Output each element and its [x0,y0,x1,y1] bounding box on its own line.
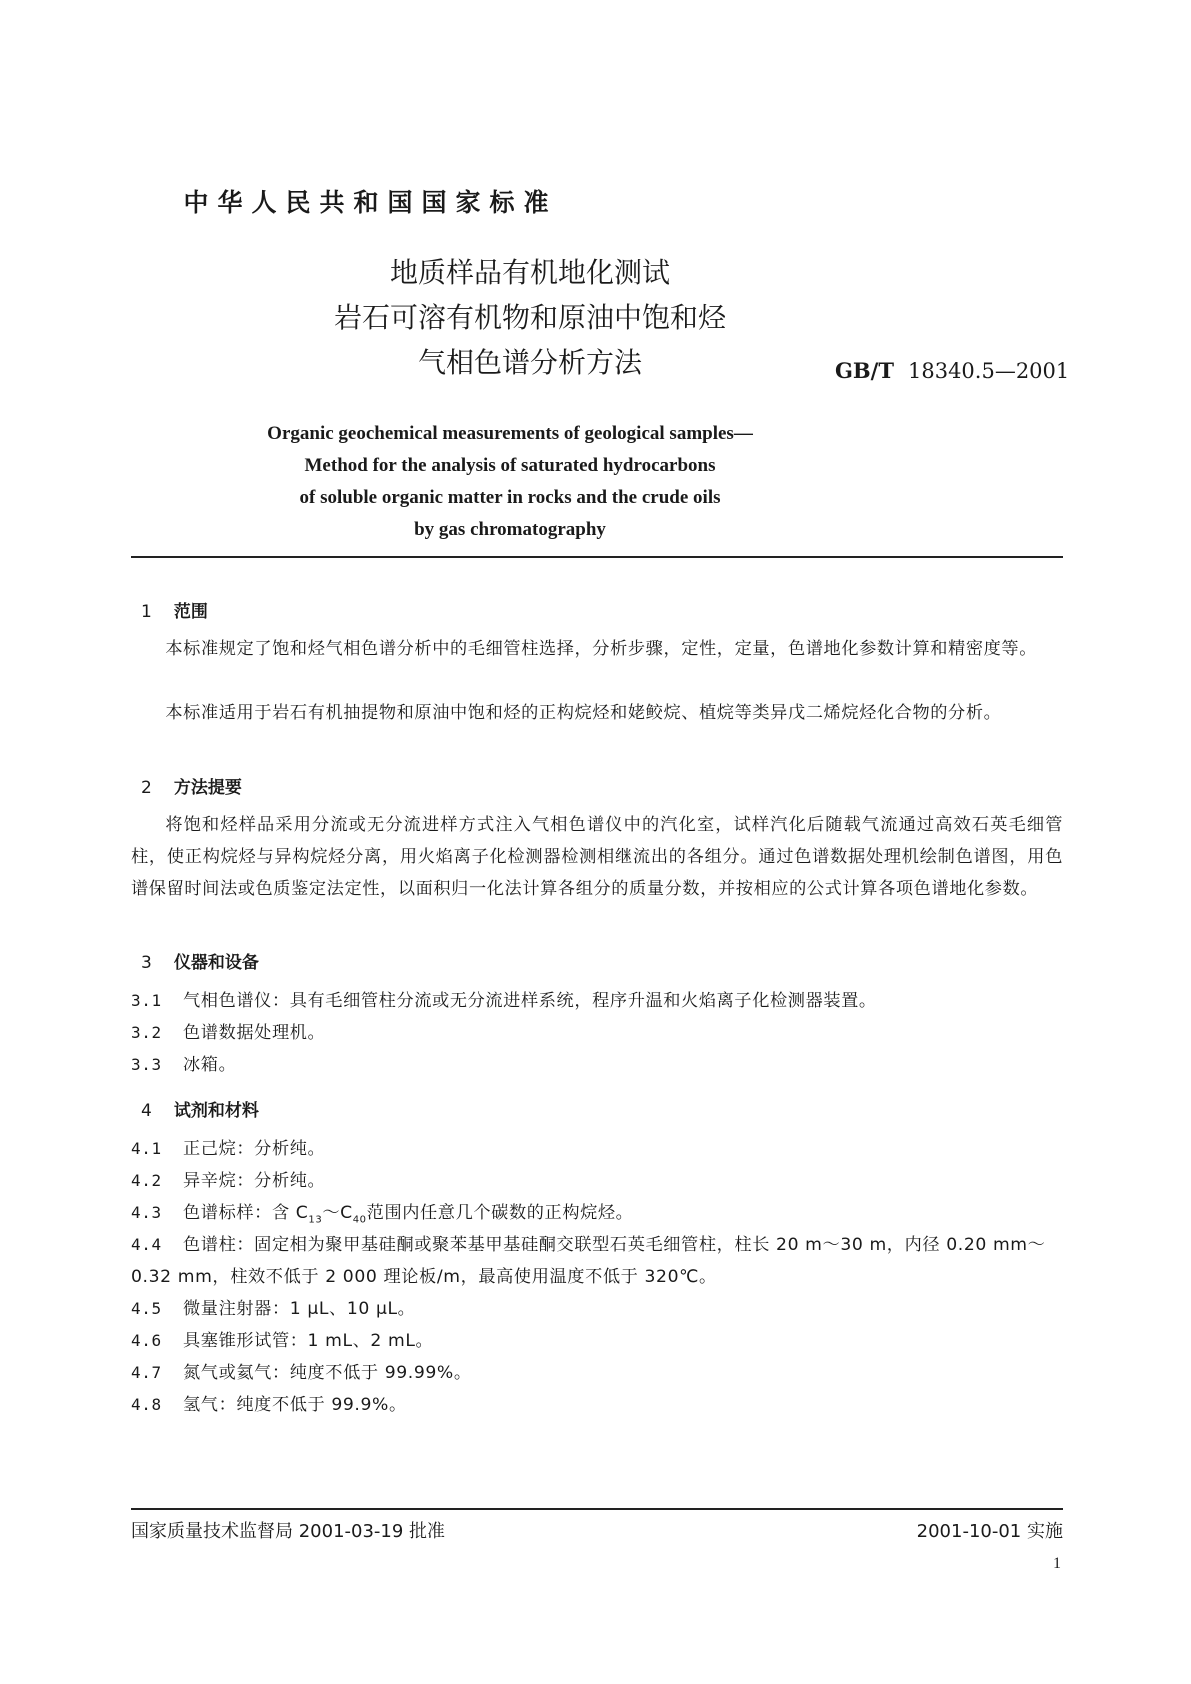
title-cn-line-3: 气相色谱分析方法 [417,346,642,379]
item-4-5: 4.5 微量注射器：1 μL、10 μL。 [131,1299,416,1319]
section-1-paragraph-1: 本标准规定了饱和烃气相色谱分析中的毛细管柱选择，分析步骤，定性，定量，色谱地化参数计算和精密度等。 [165,639,1037,659]
item-4-7: 4.7 氮气或氦气：纯度不低于 99.99%。 [131,1363,472,1383]
title-cn-line-2: 岩石可溶有机物和原油中饱和烃 [333,301,726,334]
standard-code: 18340.5—2001 [907,359,1070,383]
page-number: 1 [1053,1555,1061,1572]
title-en-line-2: Method for the analysis of saturated hydrocarbons [304,455,716,476]
title-en-line-3: of soluble organic matter in rocks and the crude oils [299,487,721,508]
national-standard-heading: 中华人民共和国国家标准 [183,188,558,217]
item-3-1: 3.1 气相色谱仪：具有毛细管柱分流或无分流进样系统，程序升温和火焰离子化检测器装置。 [131,991,877,1011]
title-en [180,418,840,546]
standard-prefix: GB/T [835,358,894,383]
bottom-divider [131,1508,1063,1510]
item-3-3: 3.3 冰箱。 [131,1055,237,1075]
standard-number [835,358,1069,383]
effective-date: 2001-10-01 实施 [916,1521,1063,1542]
section-4-heading: 4 试剂和材料 [141,1101,259,1121]
item-4-4: 4.4 色谱柱：固定相为聚甲基硅酮或聚苯基甲基硅酮交联型石英毛细管柱，柱长 20 m～30 m，内径 0.20 mm～0.32 mm，柱效不低于 2 000 理论板/m，最高使用温度不低于 320℃。 [131,1235,1046,1287]
item-4-1: 4.1 正己烷：分析纯。 [131,1139,326,1159]
section-1-paragraph-2: 本标准适用于岩石有机抽提物和原油中饱和烃的正构烷烃和姥鲛烷、植烷等类异戊二烯烷烃化合物的分析。 [165,703,1002,723]
section-2-paragraph: 将饱和烃样品采用分流或无分流进样方式注入气相色谱仪中的汽化室，试样汽化后随载气流通过高效石英毛细管柱，使正构烷烃与异构烷烃分离，用火焰离子化检测器检测相继流出的各组分。通过色谱数据处理机绘制色谱图，用色谱保留时间法或色质鉴定法定性，以面积归一化法计算各组分的质量分数，并按相应的公式计算各项色谱地化参数。 [131,815,1063,899]
title-en-line-4: by gas chromatography [414,519,606,540]
item-4-3: 4.3 色谱标样：含 $C_{13}\sim C_{40}$范围内任意几个碳数的正构烷烃。 [131,1203,634,1226]
section-1-heading: 1 范围 [141,602,208,622]
top-divider [131,556,1063,558]
item-3-2: 3.2 色谱数据处理机。 [131,1023,326,1043]
item-4-8: 4.8 氢气：纯度不低于 99.9%。 [131,1395,407,1415]
item-4-6: 4.6 具塞锥形试管：1 mL、2 mL。 [131,1331,434,1351]
approval-date: 国家质量技术监督局 2001-03-19 批准 [131,1521,446,1542]
title-en-line-1: Organic geochemical measurements of geological samples— [267,423,753,444]
section-3-heading: 3 仪器和设备 [141,953,259,973]
title-cn-line-1: 地质样品有机地化测试 [389,256,670,289]
section-2-heading: 2 方法提要 [141,778,242,798]
item-4-2: 4.2 异辛烷：分析纯。 [131,1171,326,1191]
